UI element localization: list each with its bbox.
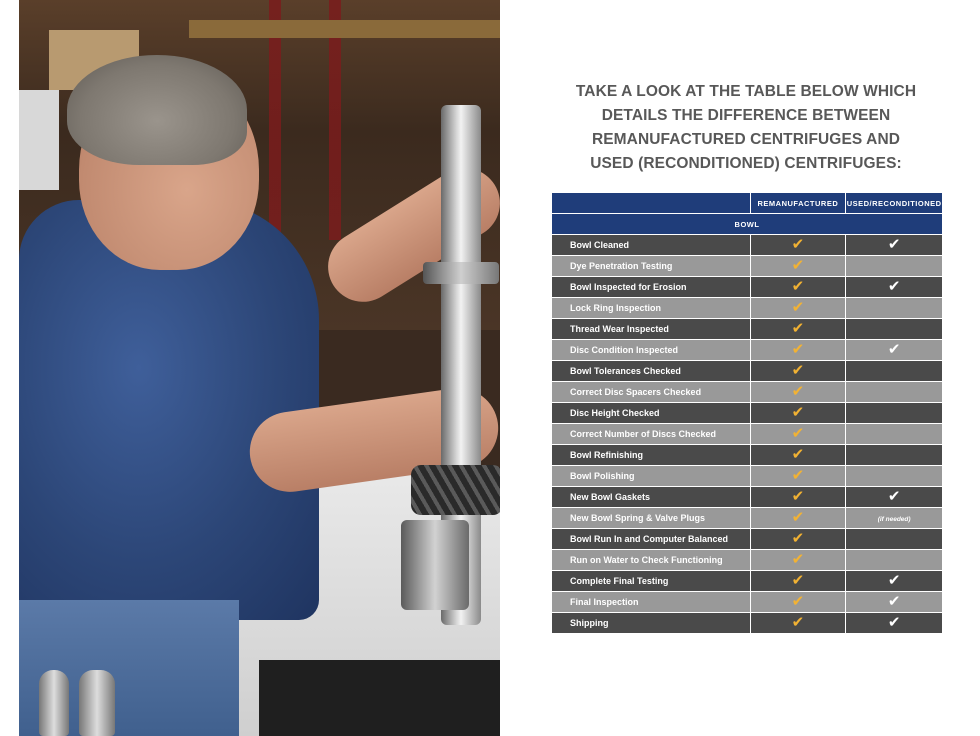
- used-cell: [846, 592, 943, 613]
- section-header-bowl: BOWL: [552, 214, 943, 235]
- remanufactured-cell: [750, 340, 846, 361]
- table-row: [552, 613, 943, 634]
- spindle-collar: [423, 262, 499, 284]
- check-icon: ✔: [791, 467, 805, 484]
- row-label: Bowl Inspected for Erosion: [552, 277, 751, 298]
- table-row: [552, 361, 943, 382]
- used-cell: [846, 382, 943, 403]
- check-icon: ✔: [791, 488, 805, 505]
- check-icon: ✔: [791, 362, 805, 379]
- table-row: [552, 466, 943, 487]
- used-cell: [846, 613, 943, 634]
- row-label: Disc Condition Inspected: [552, 340, 751, 361]
- row-label: Bowl Refinishing: [552, 445, 751, 466]
- remanufactured-cell: [750, 445, 846, 466]
- table-row: [552, 340, 943, 361]
- remanufactured-cell: [750, 298, 846, 319]
- row-label: Disc Height Checked: [552, 403, 751, 424]
- table-row: [552, 256, 943, 277]
- spindle-gear: [411, 465, 500, 515]
- used-cell: [846, 403, 943, 424]
- check-icon: ✔: [791, 341, 805, 358]
- used-cell: [846, 529, 943, 550]
- metal-part-right: [79, 670, 115, 736]
- check-icon: ✔: [791, 383, 805, 400]
- check-icon: ✔: [887, 278, 901, 295]
- table-row: [552, 592, 943, 613]
- heading-line: USED (RECONDITIONED) CENTRIFUGES:: [590, 155, 902, 172]
- check-icon: ✔: [887, 614, 901, 631]
- remanufactured-cell: [750, 508, 846, 529]
- column-header-remanufactured: REMANUFACTURED: [750, 193, 846, 214]
- if-needed-note: (if needed): [877, 516, 911, 523]
- row-label: Run on Water to Check Functioning: [552, 550, 751, 571]
- remanufactured-cell: [750, 235, 846, 256]
- remanufactured-cell: [750, 277, 846, 298]
- metal-part-left: [39, 670, 69, 736]
- remanufactured-cell: [750, 256, 846, 277]
- table-row: [552, 571, 943, 592]
- check-icon: ✔: [887, 488, 901, 505]
- remanufactured-cell: [750, 529, 846, 550]
- check-icon: ✔: [791, 320, 805, 337]
- table-row: [552, 508, 943, 529]
- used-cell: [846, 424, 943, 445]
- technician-photo: [19, 0, 500, 736]
- table-row: [552, 403, 943, 424]
- check-icon: ✔: [791, 530, 805, 547]
- row-label: Correct Number of Discs Checked: [552, 424, 751, 445]
- shelf: [189, 20, 500, 38]
- check-icon: ✔: [791, 257, 805, 274]
- row-label: Bowl Polishing: [552, 466, 751, 487]
- used-cell: [846, 277, 943, 298]
- row-label: New Bowl Gaskets: [552, 487, 751, 508]
- remanufactured-cell: [750, 550, 846, 571]
- row-label: Dye Penetration Testing: [552, 256, 751, 277]
- used-cell: [846, 445, 943, 466]
- header-empty-cell: [552, 193, 751, 214]
- remanufactured-cell: [750, 592, 846, 613]
- remanufactured-cell: [750, 403, 846, 424]
- row-label: Shipping: [552, 613, 751, 634]
- spindle-base: [401, 520, 469, 610]
- column-header-used: USED/RECONDITIONED: [846, 193, 943, 214]
- check-icon: ✔: [791, 593, 805, 610]
- used-cell: [846, 487, 943, 508]
- remanufactured-cell: [750, 466, 846, 487]
- remanufactured-cell: [750, 361, 846, 382]
- row-label: Thread Wear Inspected: [552, 319, 751, 340]
- check-icon: ✔: [887, 593, 901, 610]
- table-header-row: [552, 193, 943, 214]
- check-icon: ✔: [791, 551, 805, 568]
- remanufactured-cell: [750, 571, 846, 592]
- remanufactured-cell: [750, 424, 846, 445]
- check-icon: ✔: [791, 572, 805, 589]
- used-cell: [846, 256, 943, 277]
- check-icon: ✔: [791, 404, 805, 421]
- table-row: [552, 319, 943, 340]
- used-cell: [846, 550, 943, 571]
- used-cell: [846, 508, 943, 529]
- check-icon: ✔: [887, 236, 901, 253]
- table-row: [552, 550, 943, 571]
- heading-line: TAKE A LOOK AT THE TABLE BELOW WHICH: [575, 83, 917, 100]
- table-row: [552, 298, 943, 319]
- remanufactured-cell: [750, 319, 846, 340]
- page-heading: [560, 80, 932, 176]
- table-row: [552, 424, 943, 445]
- check-icon: ✔: [791, 446, 805, 463]
- used-cell: [846, 319, 943, 340]
- row-label: Bowl Run In and Computer Balanced: [552, 529, 751, 550]
- check-icon: ✔: [791, 236, 805, 253]
- table-row: [552, 445, 943, 466]
- row-label: Final Inspection: [552, 592, 751, 613]
- remanufactured-cell: [750, 487, 846, 508]
- comparison-table: [551, 192, 943, 634]
- heading-line: REMANUFACTURED CENTRIFUGES AND: [591, 131, 901, 148]
- row-label: New Bowl Spring & Valve Plugs: [552, 508, 751, 529]
- technician-hair: [67, 55, 247, 165]
- table-row: [552, 235, 943, 256]
- table-row: [552, 487, 943, 508]
- remanufactured-cell: [750, 613, 846, 634]
- section-header-row: [552, 214, 943, 235]
- check-icon: ✔: [791, 509, 805, 526]
- check-icon: ✔: [887, 572, 901, 589]
- check-icon: ✔: [887, 341, 901, 358]
- row-label: Correct Disc Spacers Checked: [552, 382, 751, 403]
- used-cell: [846, 298, 943, 319]
- used-cell: [846, 466, 943, 487]
- table-row: [552, 529, 943, 550]
- row-label: Bowl Cleaned: [552, 235, 751, 256]
- background-panel: [19, 90, 59, 190]
- table-row: [552, 277, 943, 298]
- row-label: Bowl Tolerances Checked: [552, 361, 751, 382]
- dark-table: [259, 660, 500, 736]
- used-cell: [846, 571, 943, 592]
- check-icon: ✔: [791, 278, 805, 295]
- used-cell: [846, 361, 943, 382]
- used-cell: [846, 235, 943, 256]
- table-row: [552, 382, 943, 403]
- check-icon: ✔: [791, 299, 805, 316]
- row-label: Complete Final Testing: [552, 571, 751, 592]
- check-icon: ✔: [791, 425, 805, 442]
- check-icon: ✔: [791, 614, 805, 631]
- heading-line: DETAILS THE DIFFERENCE BETWEEN: [601, 107, 891, 124]
- used-cell: [846, 340, 943, 361]
- remanufactured-cell: [750, 382, 846, 403]
- row-label: Lock Ring Inspection: [552, 298, 751, 319]
